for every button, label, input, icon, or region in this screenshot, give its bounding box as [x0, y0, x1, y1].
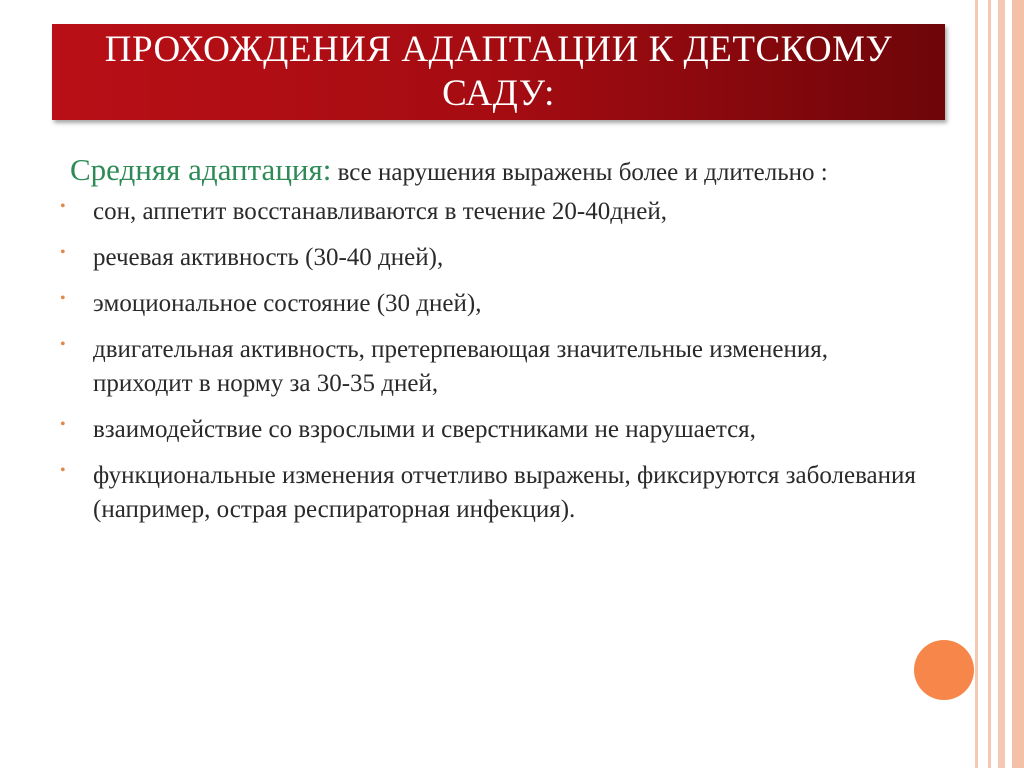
bullet-list	[60, 195, 920, 527]
list-item-text: взаимодействие со взрослыми и сверстниками не нарушается,	[93, 416, 756, 443]
title-banner	[52, 24, 945, 120]
list-item	[60, 241, 920, 275]
bullet-icon: •	[60, 290, 66, 307]
intro-lead: Средняя адаптация:	[70, 152, 332, 187]
bullet-icon: •	[60, 462, 66, 479]
decorative-stripe	[988, 0, 991, 768]
intro-paragraph	[70, 150, 920, 192]
bullet-icon: •	[60, 244, 66, 261]
list-item-text: двигательная активность, претерпевающая значительные изменения, приходит в норму за 30-35 дней,	[93, 336, 829, 397]
decorative-stripe	[1012, 0, 1024, 768]
list-item-text: сон, аппетит восстанавливаются в течение 20-40дней,	[93, 198, 668, 225]
list-item-text: функциональные изменения отчетливо выражены, фиксируются заболевания (например, острая респираторная инфекция).	[93, 462, 916, 523]
list-item	[60, 333, 920, 401]
bullet-icon: •	[60, 336, 66, 353]
bullet-icon: •	[60, 416, 66, 433]
decorative-stripe	[998, 0, 1005, 768]
decorative-circle	[914, 640, 974, 700]
decorative-stripe	[975, 0, 978, 768]
slide-body	[60, 150, 920, 539]
list-item	[60, 459, 920, 527]
list-item-text: речевая активность (30-40 дней),	[93, 244, 444, 271]
list-item	[60, 195, 920, 229]
bullet-icon: •	[60, 198, 66, 215]
list-item	[60, 413, 920, 447]
slide-title: ПРОХОЖДЕНИЯ АДАПТАЦИИ К ДЕТСКОМУ САДУ:	[104, 29, 893, 114]
list-item-text: эмоциональное состояние (30 дней),	[93, 290, 482, 317]
list-item	[60, 287, 920, 321]
intro-text: все нарушения выражены более и длительно :	[331, 159, 828, 186]
